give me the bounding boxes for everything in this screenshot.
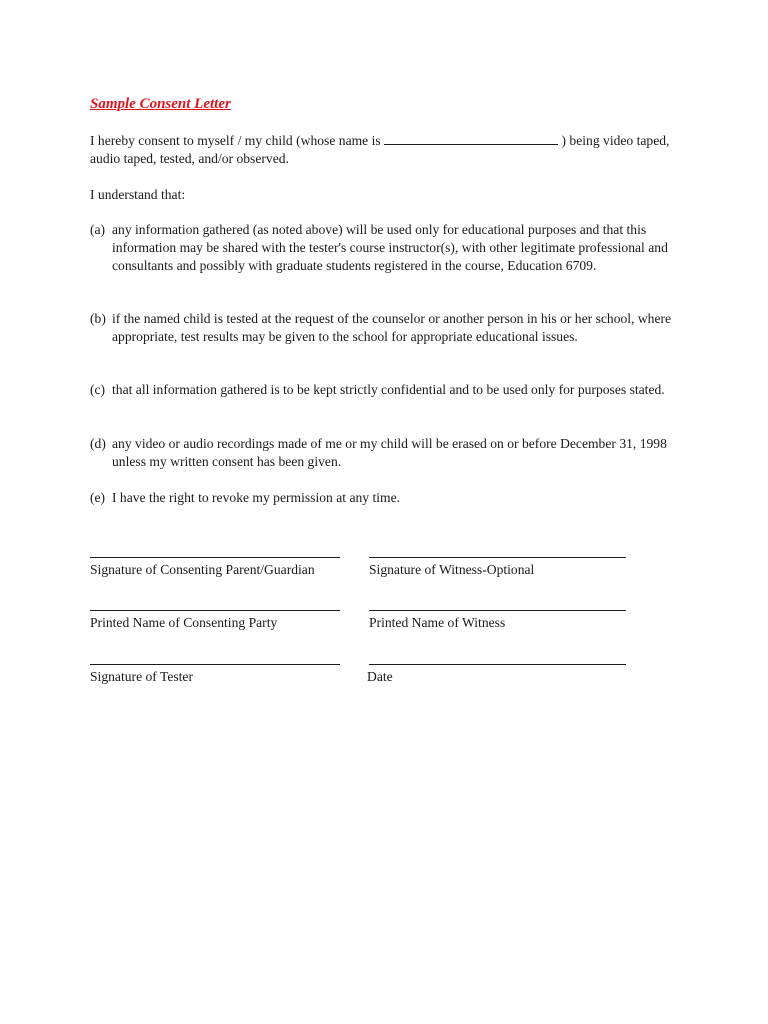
signature-line — [369, 610, 626, 611]
signature-line — [369, 664, 626, 665]
item-marker: (c) — [90, 382, 106, 397]
consent-text-start: I hereby consent to myself / my child (whose name is — [90, 133, 381, 148]
understand-heading: I understand that: — [90, 187, 186, 202]
condition-item-e — [90, 489, 690, 507]
item-text: any information gathered (as noted above) will be used only for educational purposes and that this information may be shared with the tester's course instructor(s), with other legitimate professional and consultants and possibly with graduate students registered in the course, Education 6709. — [112, 222, 668, 273]
condition-item-a — [90, 221, 690, 275]
consent-statement — [90, 132, 690, 168]
item-marker: (b) — [90, 311, 106, 326]
condition-item-d — [90, 435, 690, 471]
signature-label: Signature of Consenting Parent/Guardian — [90, 562, 315, 577]
signature-line — [90, 557, 340, 558]
signature-label: Signature of Tester — [90, 669, 193, 684]
signature-line — [369, 557, 626, 558]
document-title: Sample Consent Letter — [90, 96, 231, 112]
signature-parent-block — [90, 557, 340, 579]
signature-witness-block — [369, 557, 626, 579]
child-name-blank — [384, 133, 558, 145]
printed-name-party-block — [90, 610, 340, 632]
condition-item-b — [90, 310, 690, 346]
signature-line — [90, 610, 340, 611]
signature-line — [90, 664, 340, 665]
item-text: I have the right to revoke my permission at any time. — [112, 490, 401, 505]
signature-label: Printed Name of Witness — [369, 615, 506, 630]
item-marker: (e) — [90, 490, 106, 505]
printed-name-witness-block — [369, 610, 626, 632]
signature-label: Signature of Witness-Optional — [369, 562, 535, 577]
condition-item-c — [90, 381, 690, 399]
item-text: any video or audio recordings made of me or my child will be erased on or before December 31, 1998 unless my written consent has been given. — [112, 436, 667, 469]
item-marker: (d) — [90, 436, 106, 451]
signature-tester-block — [90, 664, 340, 686]
signature-label: Printed Name of Consenting Party — [90, 615, 278, 630]
item-marker: (a) — [90, 222, 106, 237]
signature-label: Date — [367, 669, 393, 684]
item-text: that all information gathered is to be kept strictly confidential and to be used only for purposes stated. — [112, 382, 665, 397]
item-text: if the named child is tested at the request of the counselor or another person in his or her school, where appropriate, test results may be given to the school for appropriate educational issues. — [112, 311, 672, 344]
consent-text-end: ) being video taped, audio taped, tested, and/or observed. — [90, 133, 670, 166]
date-block — [369, 664, 626, 686]
